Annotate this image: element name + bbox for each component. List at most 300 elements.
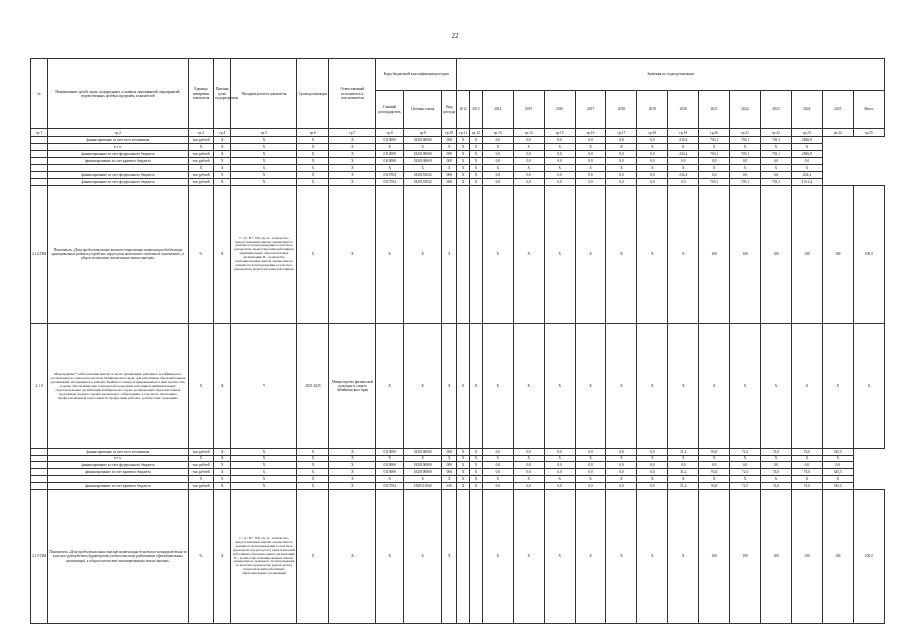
year-value: Х xyxy=(544,490,575,624)
table-cell: Х xyxy=(376,144,404,151)
column-number: гр.22 xyxy=(761,129,792,137)
table-cell: Х xyxy=(376,476,404,483)
row-number xyxy=(31,476,48,483)
column-number: гр.18 xyxy=(637,129,668,137)
table-cell: Х xyxy=(297,476,329,483)
table-cell: 703,1 xyxy=(730,137,761,144)
table-cell: 0,0 xyxy=(482,178,513,185)
column-number: гр.19 xyxy=(668,129,699,137)
table-cell: Х xyxy=(214,469,231,476)
table-cell: Х xyxy=(513,144,544,151)
column-number: гр.5 xyxy=(231,129,297,137)
year-value xyxy=(470,185,483,323)
table-cell: 0,0 xyxy=(482,469,513,476)
table-cell: 0,0 xyxy=(575,462,606,469)
table-cell: Х xyxy=(404,144,442,151)
year-value: 100 xyxy=(730,185,761,323)
column-number: гр.25 xyxy=(853,129,884,137)
table-cell: 0110000 xyxy=(376,137,404,144)
table-cell: Х xyxy=(404,164,442,171)
table-cell: 703,1 xyxy=(730,178,761,185)
responsible-cell: Х xyxy=(329,490,376,624)
table-cell: тыс.рублей xyxy=(188,469,214,476)
row-name: финансирование за счет федерального бюджета xyxy=(48,171,189,178)
table-cell: Х xyxy=(297,137,329,144)
table-cell: 000 xyxy=(442,137,457,144)
table-cell: Х xyxy=(699,164,730,171)
table-cell: 0110704 xyxy=(376,483,404,490)
table-cell: 72,5 xyxy=(730,448,761,455)
table-cell: 0,0 xyxy=(482,157,513,164)
year-value: 100 xyxy=(699,490,730,624)
header-year: 2018 xyxy=(606,90,637,129)
table-cell: 0,0 xyxy=(606,151,637,158)
code-cell: Х xyxy=(442,490,457,624)
header-year: 2015 xyxy=(513,90,544,129)
table-cell: 0110000 xyxy=(376,469,404,476)
table-cell: 0,0 xyxy=(637,151,668,158)
year-value: Х xyxy=(482,185,513,323)
table-cell: 0,0 xyxy=(544,483,575,490)
column-number: гр.10 xyxy=(442,129,457,137)
header-year: 2014 xyxy=(482,90,513,129)
table-cell: тыс.рублей xyxy=(188,151,214,158)
table-cell: Х xyxy=(470,164,483,171)
table-cell: Х xyxy=(544,476,575,483)
table-cell: 2846,8 xyxy=(791,151,822,158)
table-cell: 000 xyxy=(442,462,457,469)
row-name: Показатель «Доля предоставленных выплат компенсации денежного вознаграждения за классное руководство (кураторство) педагогическим работникам образовательных организаций, в общем количестве запланированных таких выплат» xyxy=(48,490,189,624)
table-cell: 0,0 xyxy=(544,462,575,469)
year-value: Х xyxy=(699,323,730,448)
year-value: 100 xyxy=(730,490,761,624)
row-number xyxy=(31,144,48,151)
table-cell: Х xyxy=(470,483,483,490)
column-number: гр.14 xyxy=(513,129,544,137)
column-number: гр.8 xyxy=(376,129,404,137)
table-cell: 234,4 xyxy=(668,137,699,144)
column-number: гр.2 xyxy=(48,129,189,137)
row-name: Показатель «Доля предоставленных выплат compensации компенсации бюджетам муниципальных районов (городских округов) на выполнение отдельных полномочий», в общем количестве заключенных таких выплат» xyxy=(48,185,189,323)
table-cell: Х xyxy=(404,455,442,462)
year-value: Х xyxy=(791,323,822,448)
column-number: гр.9 xyxy=(404,129,442,137)
row-name: финансирование за счет всех источников xyxy=(48,448,189,455)
table-cell: 0,0 xyxy=(513,462,544,469)
row-name: финансирование за счет всех источников xyxy=(48,137,189,144)
table-cell: 0,0 xyxy=(822,462,853,469)
table-cell: 0,0 xyxy=(730,171,761,178)
budget-table xyxy=(30,58,885,624)
table-cell: Х xyxy=(214,171,231,178)
table-cell: Х xyxy=(544,164,575,171)
row-number xyxy=(31,483,48,490)
table-cell: 0110704 xyxy=(376,171,404,178)
table-cell: Х xyxy=(188,164,214,171)
flag-cell: Х xyxy=(214,490,231,624)
code-cell: Х xyxy=(376,323,404,448)
table-cell: Х xyxy=(214,178,231,185)
table-row xyxy=(31,483,885,490)
table-cell: Х xyxy=(791,455,822,462)
year-value: Х xyxy=(544,323,575,448)
table-cell: Х xyxy=(457,178,470,185)
table-cell: 74,0 xyxy=(761,469,792,476)
table-cell: 0,0 xyxy=(730,157,761,164)
table-row xyxy=(31,455,885,462)
table-cell: 0,0 xyxy=(668,178,699,185)
table-cell: Х xyxy=(329,164,376,171)
table-cell: Х xyxy=(214,462,231,469)
table-cell: Х xyxy=(730,455,761,462)
table-cell: 0110000 xyxy=(376,151,404,158)
year-value: Х xyxy=(513,490,544,624)
table-cell: Х xyxy=(329,144,376,151)
unit-cell: Х xyxy=(188,323,214,448)
table-cell: Х xyxy=(470,137,483,144)
table-cell: 1820113040 xyxy=(404,483,442,490)
row-name: в т.ч. xyxy=(48,144,189,151)
table-cell: 0,0 xyxy=(482,483,513,490)
table-row xyxy=(31,157,885,164)
table-cell: Х xyxy=(730,476,761,483)
table-cell: 74,0 xyxy=(791,448,822,455)
table-cell: Х xyxy=(442,476,457,483)
table-cell: Х xyxy=(214,144,231,151)
table-row xyxy=(31,144,885,151)
table-cell: 0,0 xyxy=(699,171,730,178)
table-cell: 0,0 xyxy=(668,462,699,469)
table-cell: 0,0 xyxy=(606,448,637,455)
table-cell: Х xyxy=(297,151,329,158)
table-cell: Х xyxy=(457,469,470,476)
table-row xyxy=(31,469,885,476)
table-cell: Х xyxy=(668,455,699,462)
table-cell: 1820100000 xyxy=(404,151,442,158)
header-code: Главный распорядитель xyxy=(376,90,404,129)
table-cell: Х xyxy=(214,137,231,144)
table-cell: Х xyxy=(791,476,822,483)
table-cell: 0,0 xyxy=(544,171,575,178)
column-number: гр.11 xyxy=(457,129,470,137)
table-cell: Х xyxy=(297,483,329,490)
table-cell: Х xyxy=(231,171,297,178)
table-cell: Х xyxy=(329,137,376,144)
year-value: 100 xyxy=(791,490,822,624)
table-cell: Х xyxy=(188,144,214,151)
table-cell: 0110000 xyxy=(376,448,404,455)
header-year: 2022 xyxy=(730,90,761,129)
year-value: Х xyxy=(637,490,668,624)
code-cell: Х xyxy=(442,185,457,323)
table-cell: Х xyxy=(457,164,470,171)
table-cell: 0,0 xyxy=(606,462,637,469)
table-cell: тыс.рублей xyxy=(188,448,214,455)
table-cell: тыс.рублей xyxy=(188,483,214,490)
table-cell: Х xyxy=(231,151,297,158)
table-cell: Х xyxy=(482,476,513,483)
table-cell: Х xyxy=(470,462,483,469)
table-cell: Х xyxy=(231,164,297,171)
header-unit: Единица измерения показателя xyxy=(188,59,214,129)
header-no: № xyxy=(31,59,48,129)
year-value: Х xyxy=(575,185,606,323)
table-cell: 0,0 xyxy=(482,151,513,158)
year-value: 100,0 xyxy=(853,185,884,323)
indicator-row xyxy=(31,323,885,448)
table-cell: Х xyxy=(329,469,376,476)
table-cell: 93,8 xyxy=(699,448,730,455)
column-number: гр.23 xyxy=(791,129,822,137)
table-cell: Х xyxy=(668,164,699,171)
table-cell: Х xyxy=(761,164,792,171)
table-cell: Х xyxy=(668,144,699,151)
table-cell: Х xyxy=(457,462,470,469)
header-codes-group: Коды бюджетной классификации расходов xyxy=(376,59,457,91)
column-number: гр.6 xyxy=(297,129,329,137)
column-number: гр.15 xyxy=(544,129,575,137)
table-row xyxy=(31,137,885,144)
table-cell: Х xyxy=(457,483,470,490)
table-cell: Х xyxy=(606,476,637,483)
table-cell: 703,1 xyxy=(761,178,792,185)
table-cell: 703,1 xyxy=(761,137,792,144)
table-cell: Х xyxy=(457,171,470,178)
column-number: гр.1 xyxy=(31,129,48,137)
table-cell: 000 xyxy=(442,157,457,164)
year-value: Х xyxy=(606,185,637,323)
header-row xyxy=(31,59,885,91)
year-value: Х xyxy=(822,323,853,448)
table-cell: 0,0 xyxy=(513,448,544,455)
table-cell: 0,0 xyxy=(791,157,822,164)
table-cell: 703,1 xyxy=(730,151,761,158)
table-cell: Х xyxy=(297,157,329,164)
table-cell: Х xyxy=(730,164,761,171)
table-cell: Х xyxy=(214,483,231,490)
table-cell: 000 xyxy=(442,151,457,158)
year-value: 100 xyxy=(761,185,792,323)
table-cell: 0,0 xyxy=(637,483,668,490)
unit-cell: % xyxy=(188,490,214,624)
table-cell: Х xyxy=(575,144,606,151)
table-cell: Х xyxy=(606,144,637,151)
table-cell: 0,0 xyxy=(637,157,668,164)
table-cell: Х xyxy=(297,462,329,469)
year-value: Х xyxy=(544,185,575,323)
year-value: Х xyxy=(575,490,606,624)
table-cell: 0,0 xyxy=(575,483,606,490)
table-cell: 1820100000 xyxy=(404,448,442,455)
table-cell: Х xyxy=(822,476,853,483)
table-cell: 2846,8 xyxy=(791,137,822,144)
table-cell: 0,0 xyxy=(513,171,544,178)
table-cell: Х xyxy=(188,476,214,483)
table-cell: 0,0 xyxy=(637,178,668,185)
table-cell: Х xyxy=(470,455,483,462)
table-cell: 703,1 xyxy=(699,178,730,185)
table-cell: 0,0 xyxy=(575,178,606,185)
year-value: Х xyxy=(637,323,668,448)
table-cell: 0,0 xyxy=(668,157,699,164)
table-cell: 1820100000 xyxy=(404,462,442,469)
year-value xyxy=(470,490,483,624)
table-cell: 0,0 xyxy=(513,151,544,158)
table-cell: Х xyxy=(470,171,483,178)
indicator-row xyxy=(31,185,885,323)
term-cell: 2023-2025 xyxy=(297,323,329,448)
table-cell: Х xyxy=(231,157,297,164)
table-cell: 0,0 xyxy=(513,157,544,164)
table-cell: Х xyxy=(470,448,483,455)
table-cell: Х xyxy=(761,144,792,151)
unit-cell: % xyxy=(188,185,214,323)
table-cell: 74,0 xyxy=(791,469,822,476)
year-value: Х xyxy=(513,323,544,448)
column-number: гр.17 xyxy=(606,129,637,137)
table-cell: Х xyxy=(442,164,457,171)
table-cell: Х xyxy=(470,157,483,164)
table-cell: 0110704 xyxy=(376,178,404,185)
table-row xyxy=(31,178,885,185)
table-cell: 345,5 xyxy=(822,448,853,455)
table-cell: 0,0 xyxy=(544,151,575,158)
column-number: гр.24 xyxy=(822,129,853,137)
table-cell: 0,0 xyxy=(544,178,575,185)
year-value: Х xyxy=(761,323,792,448)
table-cell: Х xyxy=(329,171,376,178)
table-cell: Х xyxy=(606,455,637,462)
year-value: 100,0 xyxy=(853,490,884,624)
header-year: 2023 xyxy=(761,90,792,129)
year-value: 100 xyxy=(761,490,792,624)
page-number: 22 xyxy=(451,32,459,40)
column-number: гр.13 xyxy=(482,129,513,137)
table-cell: Х xyxy=(470,469,483,476)
table-cell: 31,2 xyxy=(668,448,699,455)
table-cell: 234,4 xyxy=(791,171,822,178)
header-code: Вид расхода xyxy=(442,90,457,129)
table-cell: Х xyxy=(513,476,544,483)
term-cell: Х xyxy=(297,185,329,323)
table-cell: 0,0 xyxy=(575,157,606,164)
table-cell: 1820100000 xyxy=(404,157,442,164)
row-number: 2.1.9 xyxy=(31,323,48,448)
year-value: Х xyxy=(668,490,699,624)
year-value: 100 xyxy=(822,490,853,624)
table-cell: 0,0 xyxy=(699,462,730,469)
row-name: финансирование за счет краевого бюджета xyxy=(48,157,189,164)
table-cell: 0,0 xyxy=(761,157,792,164)
table-cell: Х xyxy=(376,455,404,462)
table-cell: 610 xyxy=(442,483,457,490)
table-cell: Х xyxy=(329,157,376,164)
year-value: Х xyxy=(470,323,483,448)
table-cell: Х xyxy=(482,144,513,151)
table-cell: 000 xyxy=(442,469,457,476)
table-cell: Х xyxy=(668,476,699,483)
table-cell: 0,0 xyxy=(606,483,637,490)
table-cell: 0,0 xyxy=(544,469,575,476)
header-year: 2024 xyxy=(791,90,822,129)
table-cell: Х xyxy=(457,144,470,151)
code-cell: Х xyxy=(376,490,404,624)
row-number xyxy=(31,151,48,158)
table-cell: Х xyxy=(457,137,470,144)
table-cell: 93,8 xyxy=(699,483,730,490)
table-cell: Х xyxy=(329,476,376,483)
row-name: финансирование за счет федерального бюджета xyxy=(48,151,189,158)
table-cell: Х xyxy=(457,151,470,158)
table-cell: Х xyxy=(470,476,483,483)
table-cell: Х xyxy=(231,455,297,462)
table-cell: Х xyxy=(329,483,376,490)
table-cell: 0,0 xyxy=(761,462,792,469)
table-cell: 0,0 xyxy=(761,171,792,178)
table-cell: 0,0 xyxy=(637,462,668,469)
table-cell: Х xyxy=(442,455,457,462)
header-year: 2025 xyxy=(822,90,853,129)
header-year: 2019 xyxy=(637,90,668,129)
table-cell: Х xyxy=(470,144,483,151)
column-number: гр.20 xyxy=(699,129,730,137)
table-cell: 0,0 xyxy=(637,448,668,455)
table-cell: Х xyxy=(329,448,376,455)
code-cell: Х xyxy=(404,323,442,448)
column-number: гр.16 xyxy=(575,129,606,137)
row-number xyxy=(31,171,48,178)
table-cell: Х xyxy=(575,455,606,462)
table-cell: Х xyxy=(544,144,575,151)
table-cell: 345,5 xyxy=(822,483,853,490)
column-number: гр.3 xyxy=(188,129,214,137)
table-cell: тыс.рублей xyxy=(188,462,214,469)
table-cell: Х xyxy=(214,476,231,483)
column-number: гр.4 xyxy=(214,129,231,137)
table-cell: Х xyxy=(457,157,470,164)
header-year: 2017 xyxy=(575,90,606,129)
table-cell: Х xyxy=(457,448,470,455)
year-value: Х xyxy=(606,323,637,448)
table-cell: 0,0 xyxy=(575,137,606,144)
row-name: в т.ч. xyxy=(48,455,189,462)
table-cell: 31,2 xyxy=(668,483,699,490)
year-value: Х xyxy=(730,323,761,448)
table-cell: Х xyxy=(822,455,853,462)
table-cell: 1820100000 xyxy=(404,137,442,144)
table-cell: Х xyxy=(513,164,544,171)
table-cell: 74,0 xyxy=(761,483,792,490)
table-cell: 72,5 xyxy=(730,483,761,490)
table-cell: 703,1 xyxy=(761,151,792,158)
table-cell: Х xyxy=(513,455,544,462)
table-cell: Х xyxy=(297,171,329,178)
table-cell: Х xyxy=(297,164,329,171)
table-cell: Х xyxy=(231,144,297,151)
year-value: Х xyxy=(482,323,513,448)
column-number-row xyxy=(31,129,885,137)
header-year: 2012 xyxy=(457,90,470,129)
table-row xyxy=(31,476,885,483)
table-cell: 703,1 xyxy=(699,137,730,144)
table-cell: 0,0 xyxy=(575,151,606,158)
table-cell: Х xyxy=(761,476,792,483)
flag-cell: Х xyxy=(214,323,231,448)
method-cell: I = A / B * 100, где A – количество предоставленных выплат ежемесячного денежного вознаграждения за классное руководство педагогическим работникам муниципальных образовательных организаций; B – количество запланированных выплат ежемесячного денежного вознаграждения за классное руководство педагогическим работникам xyxy=(231,185,297,323)
table-cell: Х xyxy=(329,178,376,185)
year-value: Х xyxy=(513,185,544,323)
year-value: Х xyxy=(606,490,637,624)
